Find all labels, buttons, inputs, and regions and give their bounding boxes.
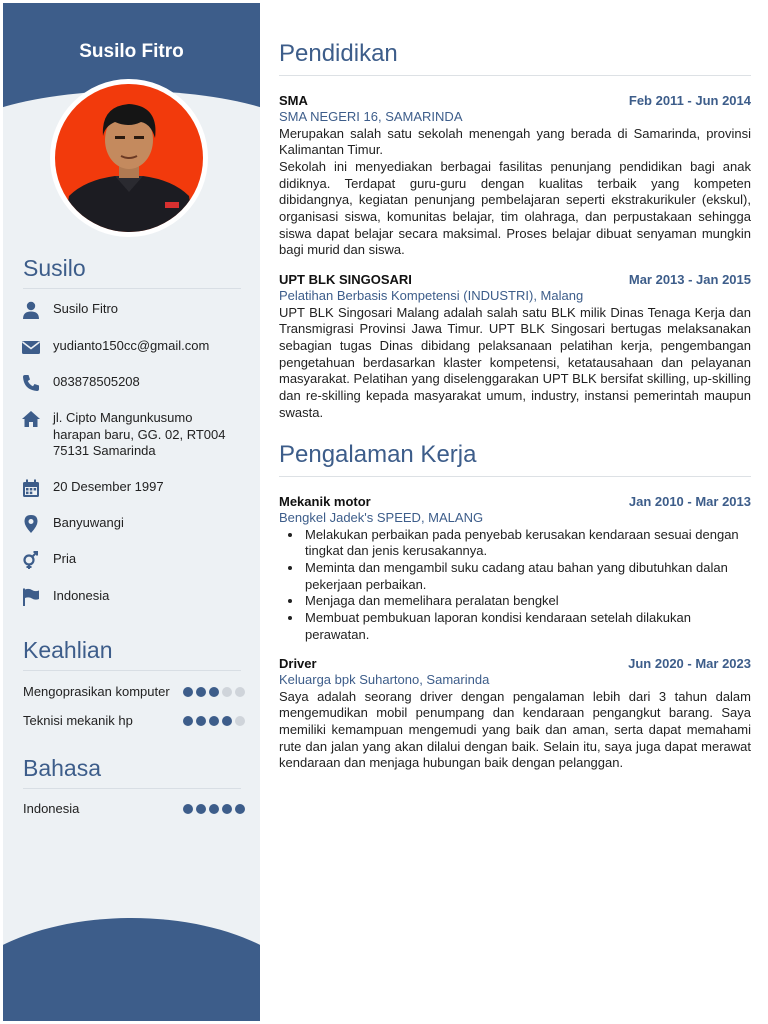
rating-dot-filled [196,716,206,726]
rating-dot-empty [235,687,245,697]
contact-nationality: Indonesia [53,588,110,603]
entry-description: Merupakan salah satu sekolah menengah yang berada di Samarinda, provinsi Kalimantan Timur. [279,125,751,158]
contact-gender: Pria [53,551,77,566]
rating-dot-filled [183,804,193,814]
email-icon [21,337,41,357]
contact-name: Susilo Fitro [53,301,119,316]
skill-rating [183,716,245,726]
entry-description: UPT BLK Singosari Malang adalah salah satu BLK milik Dinas Tenaga Kerja dan Transmigrasi Provinsi Jawa Timur. UPT BLK Singosari bertugas melaksanakan sebagian tugas Dinas dibidang pelaksanaan pelatihan kerja, pengembangan pengetahuan berdasarkan klaster kompetensi, ketatausahaan dan pelayanan masyarakat. Pelatihan yang diselenggarakan UPT BLK bersifat skilling, up-skilling dan re-skilling kepada masyarakat umum, industry, instansi pemerintah maupun swasta. [279,304,751,420]
rating-dot-filled [235,804,245,814]
skills-section-title: Keahlian [23,637,241,671]
entry-organization: SMA NEGERI 16, SAMARINDA [279,109,463,124]
profile-photo-image [55,84,203,232]
skill-row [23,713,245,729]
contact-section-title: Susilo [23,255,241,289]
contact-birthdate: 20 Desember 1997 [53,479,164,494]
entry-date: Jan 2010 - Mar 2013 [628,494,751,509]
contact-birthplace: Banyuwangi [53,515,124,530]
language-label: Indonesia [23,801,80,816]
education-section-title: Pendidikan [279,40,751,76]
entry-description: Sekolah ini menyediakan berbagai fasilitas penunjang pendidikan bagi anak didiknya. Terdapat guru-guru dengan kualitas terbaik yang kompeten dibidangnya, kegiatan penunjang pembelajaran seperti ekstrakurikuler (ekskul), organisasi siswa, komunitas belajar, tim olahraga, dan perpustakaan sehingga siswa dapat belajar secara maksimal. Proses belajar dibuat senyaman mungkin bagi murid dan siswa. [279,158,751,258]
entry-bullet: • Meminta dan mengambil suku cadang atau bahan yang dibutuhkan dalan pekerjaan perbaikan. [303,560,751,593]
person-icon [21,300,41,320]
rating-dot-filled [209,804,219,814]
gender-icon [21,550,41,570]
education-entry [279,93,751,259]
calendar-icon [21,478,41,498]
entry-bullet: • Membuat pembukuan laporan kondisi kendaraan setelah dilakukan perawatan. [303,610,751,643]
entry-organization: Pelatihan Berbasis Kompetensi (INDUSTRI), Malang [279,288,584,303]
entry-date: Mar 2013 - Jan 2015 [628,272,751,287]
flag-icon [21,587,41,607]
phone-icon [21,373,41,393]
rating-dot-filled [222,804,232,814]
rating-dot-empty [235,716,245,726]
profile-name: Susilo Fitro [79,41,184,62]
sidebar [3,3,260,1021]
rating-dot-filled [209,716,219,726]
entry-date: Jun 2020 - Mar 2023 [628,656,751,671]
entry-organization: Bengkel Jadek's SPEED, MALANG [279,510,484,525]
rating-dot-filled [196,804,206,814]
address-line-1: jl. Cipto Mangunkusumo [53,410,193,425]
sidebar-footer-band [3,918,260,1021]
home-icon [21,409,41,429]
skill-row [23,684,245,700]
skill-label: Teknisi mekanik hp [23,713,133,728]
language-row [23,801,245,817]
entry-description: Saya adalah seorang driver dengan pengalaman lebih dari 3 tahun dalam mengemudikan mobil penumpang dan kendaraan pengangkut barang. Saya memiliki kemampuan mengemudi yang baik dan aman, serta dapat memahami rute dan jalan yang akan dilalui dengan baik. Selain itu, saya juga dapat merawat kendaraan dan menjaga hubungan baik dengan pelanggan. [279,688,751,771]
rating-dot-empty [222,687,232,697]
entry-title: Mekanik motor [279,494,371,509]
entry-date: Feb 2011 - Jun 2014 [628,93,751,108]
rating-dot-filled [183,716,193,726]
address-line-2: harapan baru, GG. 02, RT004 [53,426,226,442]
entry-title: SMA [279,93,308,108]
experience-entry [279,656,751,772]
contact-address [53,410,243,460]
rating-dot-filled [209,687,219,697]
address-line-3: 75131 Samarinda [53,443,156,458]
skill-rating [183,687,245,697]
entry-bullet-list [279,527,751,644]
language-rating [183,804,245,814]
skill-label: Mengoprasikan komputer [23,684,170,699]
experience-section-title: Pengalaman Kerja [279,441,751,477]
entry-title: UPT BLK SINGOSARI [279,272,412,287]
rating-dot-filled [222,716,232,726]
location-pin-icon [21,514,41,534]
experience-entry [279,494,751,643]
contact-phone[interactable]: 083878505208 [53,374,140,389]
entry-bullet: • Melakukan perbaikan pada penyebab kerusakan kendaraan sesuai dengan tingkat dan jenis kerusakannya. [303,527,751,560]
rating-dot-filled [196,687,206,697]
education-entry [279,272,751,421]
entry-title: Driver [279,656,317,671]
profile-photo [50,79,208,237]
entry-organization: Keluarga bpk Suhartono, Samarinda [279,672,490,687]
rating-dot-filled [183,687,193,697]
entry-bullet: • Menjaga dan memelihara peralatan bengkel [303,593,751,610]
contact-email[interactable]: yudianto150cc@gmail.com [53,338,210,353]
languages-section-title: Bahasa [23,755,241,789]
